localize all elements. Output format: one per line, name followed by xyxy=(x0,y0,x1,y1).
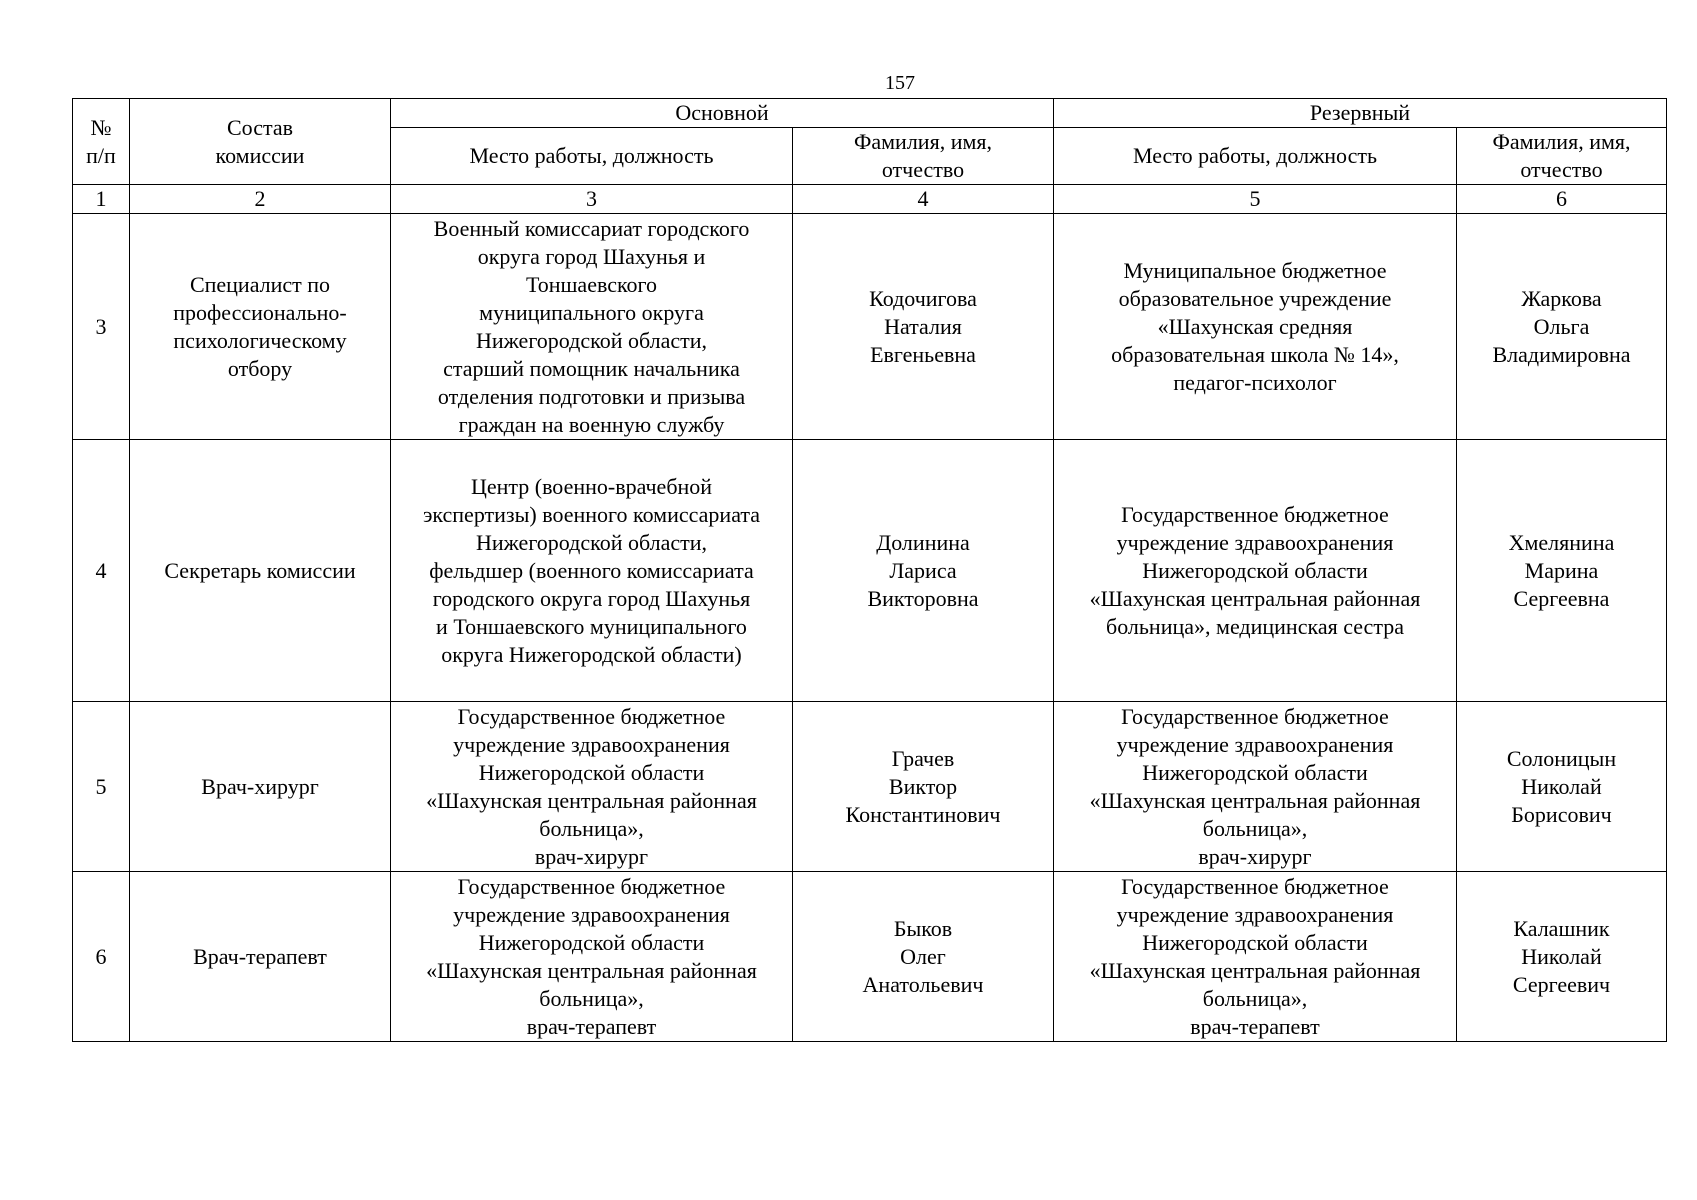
row-main-fio xyxy=(793,214,1054,440)
cell-text-line: «Шахунская центральная районная xyxy=(1089,585,1421,611)
header-main-workplace xyxy=(391,128,793,185)
cell-text-line: Хмелянина xyxy=(1508,529,1615,555)
cell-text-line: Жаркова xyxy=(1521,285,1602,311)
cell-text-line: Владимировна xyxy=(1492,341,1631,367)
cell-text-line: отчество xyxy=(1520,157,1603,182)
cell-text-line: комиссии xyxy=(215,142,305,168)
cell-text-line: Специалист по xyxy=(189,271,331,297)
cell-text-line: Сергеевич xyxy=(1512,971,1611,997)
cell-text-line: Нижегородской области xyxy=(1142,929,1368,955)
cell-text-line: отбору xyxy=(227,355,293,381)
cell-text-line: городского округа город Шахунья xyxy=(432,585,751,611)
cell-text-line: образовательное учреждение xyxy=(1118,285,1392,311)
cell-text-line: Нижегородской области xyxy=(1142,759,1368,785)
cell-text-line: п/п xyxy=(86,142,116,168)
row-reserve-fio xyxy=(1457,214,1667,440)
cell-text-line: Государственное бюджетное xyxy=(457,703,726,729)
cell-text-line: «Шахунская центральная районная xyxy=(426,957,757,983)
cell-text-line: отделения подготовки и призыва xyxy=(437,383,746,409)
cell-text-line: Быков xyxy=(893,915,953,941)
cell-text-line: № xyxy=(90,114,112,140)
cell-text-line: «Шахунская центральная районная xyxy=(426,787,757,813)
row-main-fio xyxy=(793,872,1054,1042)
row-main-fio xyxy=(793,440,1054,702)
table-row xyxy=(73,440,1667,702)
row-num: 3 xyxy=(73,214,130,440)
cell-text-line: Наталия xyxy=(884,313,962,339)
cell-text-line: Калашник xyxy=(1513,915,1610,941)
cell-text-line: учреждение здравоохранения xyxy=(1116,529,1394,555)
cell-text-line: Состав xyxy=(226,114,294,140)
cell-text-line: Николай xyxy=(1521,773,1602,799)
row-reserve-workplace xyxy=(1054,872,1457,1042)
cell-text-line: учреждение здравоохранения xyxy=(1116,731,1394,757)
cell-text-line: Евгеньевна xyxy=(870,341,976,367)
cell-text-line: «Шахунская средняя xyxy=(1157,313,1353,339)
row-role xyxy=(130,872,391,1042)
row-role xyxy=(130,702,391,872)
cell-text-line: Нижегородской области, xyxy=(475,327,708,353)
cell-text-line: «Шахунская центральная районная xyxy=(1089,957,1421,983)
column-number: 2 xyxy=(130,185,391,214)
cell-text-line: Центр (военно-врачебной xyxy=(470,473,713,499)
row-role xyxy=(130,440,391,702)
cell-text-line: образовательная школа № 14», xyxy=(1111,341,1399,367)
cell-text-line: Ольга xyxy=(1533,313,1590,339)
cell-text-line: отчество xyxy=(881,157,965,182)
table-row xyxy=(73,872,1667,1042)
cell-text-line: Николай xyxy=(1521,943,1602,969)
row-reserve-fio xyxy=(1457,440,1667,702)
row-reserve-workplace xyxy=(1054,214,1457,440)
cell-text-line: больница», xyxy=(539,815,644,841)
cell-text-line: Константинович xyxy=(845,801,1001,827)
cell-text-line: Нижегородской области xyxy=(478,929,705,955)
cell-text-line: «Шахунская центральная районная xyxy=(1089,787,1421,813)
cell-text-line: Марина xyxy=(1524,557,1599,583)
header-main-fio xyxy=(793,128,1054,185)
cell-text-line: Место работы, должность xyxy=(1132,143,1378,168)
cell-text-line: и Тоншаевского муниципального xyxy=(436,613,747,639)
cell-text-line: Тоншаевского xyxy=(525,271,658,297)
cell-text-line: врач-терапевт xyxy=(1190,1013,1320,1039)
cell-text-line: Место работы, должность xyxy=(469,143,714,168)
cell-text-line: больница», медицинская сестра xyxy=(1106,613,1404,639)
header-main: Основной xyxy=(391,99,1054,128)
cell-text-line: округа город Шахунья и xyxy=(477,243,706,269)
row-num: 6 xyxy=(73,872,130,1042)
cell-text-line: Государственное бюджетное xyxy=(457,873,726,899)
row-num: 4 xyxy=(73,440,130,702)
cell-text-line: Грачев xyxy=(891,745,955,771)
cell-text-line: учреждение здравоохранения xyxy=(453,731,730,757)
cell-text-line: Муниципальное бюджетное xyxy=(1123,257,1387,283)
header-group-row xyxy=(73,99,1667,128)
column-number: 5 xyxy=(1054,185,1457,214)
cell-text-line: больница», xyxy=(539,985,644,1011)
row-main-workplace xyxy=(391,440,793,702)
cell-text-line: Секретарь комиссии xyxy=(164,557,356,583)
cell-text-line: учреждение здравоохранения xyxy=(1116,901,1394,927)
row-reserve-fio xyxy=(1457,702,1667,872)
header-num xyxy=(73,99,130,185)
cell-text-line: Виктор xyxy=(888,773,958,799)
cell-text-line: больница», xyxy=(1202,815,1308,841)
page-number: 157 xyxy=(885,72,915,94)
cell-text-line: Кодочигова xyxy=(869,285,977,311)
table-body xyxy=(73,214,1667,1042)
column-number: 4 xyxy=(793,185,1054,214)
cell-text-line: Анатольевич xyxy=(862,971,984,997)
cell-text-line: Государственное бюджетное xyxy=(1121,703,1389,729)
row-reserve-workplace xyxy=(1054,440,1457,702)
cell-text-line: муниципального округа xyxy=(479,299,704,325)
header-reserve-workplace xyxy=(1054,128,1457,185)
cell-text-line: учреждение здравоохранения xyxy=(453,901,730,927)
column-numbers-row xyxy=(73,185,1667,214)
row-main-workplace xyxy=(391,214,793,440)
cell-text-line: старший помощник начальника xyxy=(443,355,740,381)
cell-text-line: врач-хирург xyxy=(534,843,649,869)
cell-text-line: Фамилия, имя, xyxy=(1492,129,1631,154)
row-main-fio xyxy=(793,702,1054,872)
header-reserve-fio xyxy=(1457,128,1667,185)
header-composition xyxy=(130,99,391,185)
cell-text-line: врач-хирург xyxy=(1198,843,1312,869)
cell-text-line: врач-терапевт xyxy=(526,1013,657,1039)
cell-text-line: Военный комиссариат городского xyxy=(433,215,750,241)
cell-text-line: Государственное бюджетное xyxy=(1121,501,1389,527)
cell-text-line: Лариса xyxy=(889,557,957,583)
cell-text-line: профессионально- xyxy=(173,299,347,325)
cell-text-line: педагог-психолог xyxy=(1173,369,1337,395)
commission-table xyxy=(72,98,1667,1042)
cell-text-line: Долинина xyxy=(876,529,970,555)
cell-text-line: Викторовна xyxy=(867,585,979,611)
row-main-workplace xyxy=(391,872,793,1042)
cell-text-line: психологическому xyxy=(173,327,347,353)
cell-text-line: Сергеевна xyxy=(1513,585,1610,611)
cell-text-line: Врач-хирург xyxy=(201,773,319,799)
row-reserve-workplace xyxy=(1054,702,1457,872)
column-number: 6 xyxy=(1457,185,1667,214)
column-number: 3 xyxy=(391,185,793,214)
table-row xyxy=(73,214,1667,440)
cell-text-line: Нижегородской области xyxy=(1142,557,1368,583)
cell-text-line: округа Нижегородской области) xyxy=(441,641,742,667)
cell-text-line: Государственное бюджетное xyxy=(1121,873,1389,899)
table-row xyxy=(73,702,1667,872)
cell-text-line: Фамилия, имя, xyxy=(853,129,993,154)
cell-text-line: Олег xyxy=(900,943,946,969)
cell-text-line: фельдшер (военного комиссариата xyxy=(429,557,754,583)
row-reserve-fio xyxy=(1457,872,1667,1042)
cell-text-line: Солоницын xyxy=(1506,745,1617,771)
cell-text-line: Нижегородской области xyxy=(478,759,705,785)
table-header xyxy=(73,99,1667,214)
cell-text-line: экспертизы) военного комиссариата xyxy=(422,501,761,527)
cell-text-line: больница», xyxy=(1202,985,1308,1011)
header-reserve: Резервный xyxy=(1054,99,1667,128)
cell-text-line: Врач-терапевт xyxy=(193,943,327,969)
cell-text-line: Нижегородской области, xyxy=(475,529,708,555)
row-main-workplace xyxy=(391,702,793,872)
cell-text-line: граждан на военную службу xyxy=(458,411,725,437)
row-role xyxy=(130,214,391,440)
cell-text-line: Борисович xyxy=(1511,801,1612,827)
column-number: 1 xyxy=(73,185,130,214)
row-num: 5 xyxy=(73,702,130,872)
